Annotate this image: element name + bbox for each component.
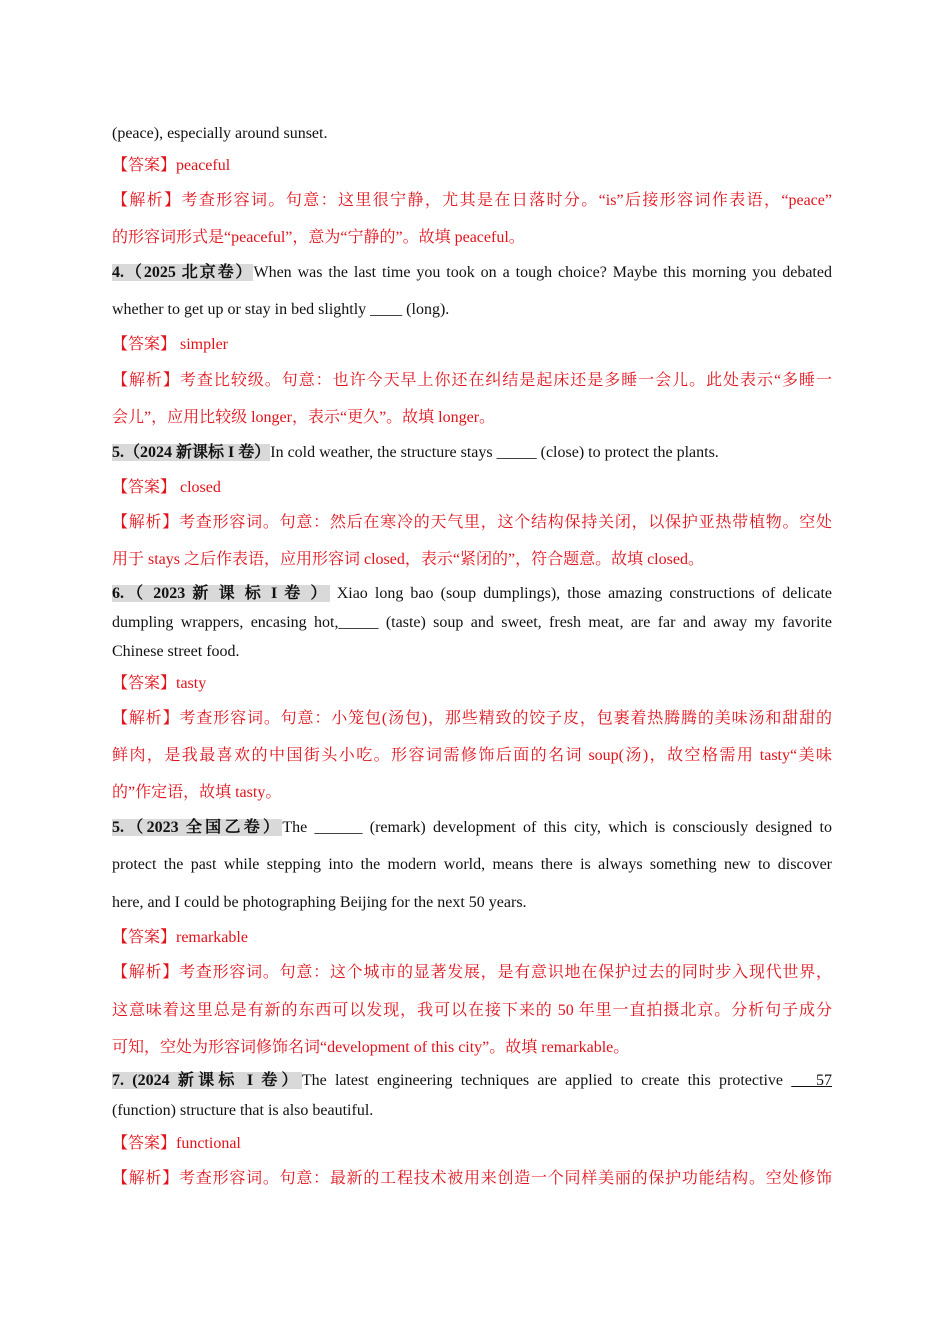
blank: _____ xyxy=(496,444,537,461)
question-5 xyxy=(112,442,719,464)
source-tag: 5.（2023 全国乙卷） xyxy=(112,819,283,836)
analysis-line: 的”作定语，故填 tasty。 xyxy=(112,784,282,801)
analysis-line: 用于 stays 之后作表语，应用形容词 closed，表示“紧闭的”，符合题意。故填 closed。 xyxy=(112,551,704,568)
question-7 xyxy=(112,1070,832,1092)
analysis-line: 这意味着这里总是有新的东西可以发现，我可以在接下来的 50 年里一直拍摄北京。分析句子成分 xyxy=(112,1002,832,1019)
analysis-line: 【解析】考查比较级。句意：也许今天早上你还在纠结是起床还是多睡一会儿。此处表示“多睡一 xyxy=(112,372,832,389)
question-text: (remark) development of this city, which is consciously designed to xyxy=(362,819,833,836)
analysis-line: 【解析】考查形容词。句意：小笼包(汤包)，那些精致的饺子皮，包裹着热腾腾的美味汤和甜甜的 xyxy=(112,710,832,727)
analysis-line: 【解析】考查形容词。句意：这里很宁静，尤其是在日落时分。“is”后接形容词作表语，“peace” xyxy=(112,192,832,209)
answer-line: 【答案】functional xyxy=(112,1135,241,1152)
answer-line: 【答案】peaceful xyxy=(112,157,231,174)
source-tag: 6.（ 2023 新 课 标 I 卷 ） xyxy=(112,585,330,602)
source-tag: 5.（2024 新课标 I 卷） xyxy=(112,444,271,461)
question-text: The xyxy=(282,819,315,836)
question-5b xyxy=(112,817,832,839)
analysis-line: 的形容词形式是“peaceful”，意为“宁静的”。故填 peaceful。 xyxy=(112,229,525,246)
question-text: When was the last time you took on a tough choice? Maybe this morning you debated xyxy=(253,264,832,281)
blank: ______ xyxy=(314,819,363,836)
question-text: (function) structure that is also beautiful. xyxy=(112,1102,374,1119)
question-4 xyxy=(112,262,832,284)
analysis-line: 【解析】考查形容词。句意：这个城市的显著发展，是有意识地在保护过去的同时步入现代世界， xyxy=(112,964,832,981)
source-tag: 4.（2025 北京卷） xyxy=(112,264,254,281)
sentence-continuation: (peace), especially around sunset. xyxy=(112,125,328,142)
question-text: The latest engineering techniques are applied to create this protective xyxy=(301,1072,792,1089)
source-tag: 7. (2024 新课标 I 卷） xyxy=(112,1072,302,1089)
analysis-line: 可知，空处为形容词修饰名词“development of this city”。故填 remarkable。 xyxy=(112,1039,630,1056)
answer-line: 【答案】 closed xyxy=(112,479,221,496)
analysis-line: 会儿”，应用比较级 longer，表示“更久”。故填 longer。 xyxy=(112,409,496,426)
answer-line: 【答案】tasty xyxy=(112,675,207,692)
question-text: dumpling wrappers, encasing hot,_____ (taste) soup and sweet, fresh meat, are far and away my favorite xyxy=(112,614,832,631)
question-text: whether to get up or stay in bed slightly ____ (long). xyxy=(112,301,450,318)
analysis-line: 【解析】考查形容词。句意：最新的工程技术被用来创造一个同样美丽的保护功能结构。空处修饰 xyxy=(112,1170,832,1187)
question-text: protect the past while stepping into the modern world, means there is always something new to discover xyxy=(112,856,832,873)
question-6 xyxy=(112,583,832,605)
answer-line: 【答案】remarkable xyxy=(112,929,248,946)
question-text: here, and I could be photographing Beijing for the next 50 years. xyxy=(112,894,527,911)
question-text: (close) to protect the plants. xyxy=(536,444,719,461)
question-text: In cold weather, the structure stays xyxy=(270,444,497,461)
question-text: Xiao long bao (soup dumplings), those amazing constructions of delicate xyxy=(336,585,833,602)
question-text: Chinese street food. xyxy=(112,643,240,660)
analysis-line: 鲜肉，是我最喜欢的中国街头小吃。形容词需修饰后面的名词 soup(汤)，故空格需用 tasty“美味 xyxy=(112,747,832,764)
answer-line: 【答案】 simpler xyxy=(112,336,228,353)
blank: 57 xyxy=(791,1072,833,1089)
analysis-line: 【解析】考查形容词。句意：然后在寒冷的天气里，这个结构保持关闭，以保护亚热带植物。空处 xyxy=(112,514,832,531)
